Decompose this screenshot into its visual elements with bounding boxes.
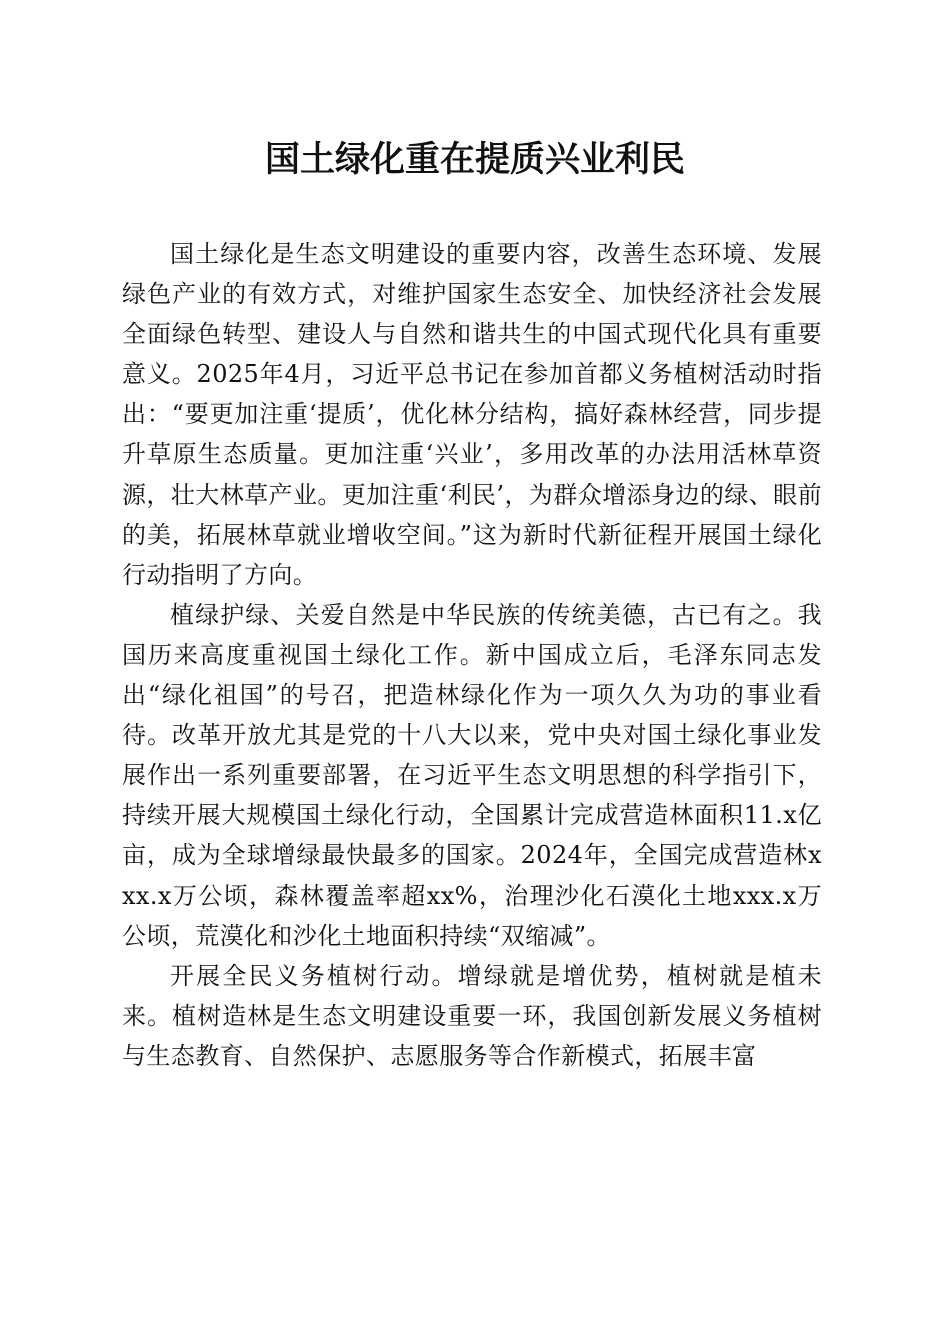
document-body	[122, 234, 822, 1076]
document-title: 国土绿化重在提质兴业利民	[264, 139, 685, 180]
paragraph-1: 国土绿化是生态文明建设的重要内容，改善生态环境、发展绿色产业的有效方式，对维护国家生态安全、加快经济社会发展全面绿色转型、建设人与自然和谐共生的中国式现代化具有重要意义。2025年4月，习近平总书记在参加首都义务植树活动时指出：“要更加注重‘提质’，优化林分结构，搞好森林经营，同步提升草原生态质量。更加注重‘兴业’，多用改革的办法用活林草资源，壮大林草产业。更加注重‘利民’，为群众增添身边的绿、眼前的美，拓展林草就业增收空间。”这为新时代新征程开展国土绿化行动指明了方向。	[122, 240, 822, 589]
paragraph-2: 植绿护绿、关爱自然是中华民族的传统美德，古已有之。我国历来高度重视国土绿化工作。新中国成立后，毛泽东同志发出“绿化祖国”的号召，把造林绿化作为一项久久为功的事业看待。改革开放尤其是党的十八大以来，党中央对国土绿化事业发展作出一系列重要部署，在习近平生态文明思想的科学指引下，持续开展大规模国土绿化行动，全国累计完成营造林面积11.x亿亩，成为全球增绿最快最多的国家。2024年，全国完成营造林xxx.x万公顷，森林覆盖率超xx%，治理沙化石漠化土地xxx.x万公顷，荒漠化和沙化土地面积持续“双缩减”。	[122, 600, 822, 950]
paragraph-3: 开展全民义务植树行动。增绿就是增优势，植树就是植未来。植树造林是生态文明建设重要一环，我国创新发展义务植树与生态教育、自然保护、志愿服务等合作新模式，拓展丰富	[122, 961, 822, 1070]
